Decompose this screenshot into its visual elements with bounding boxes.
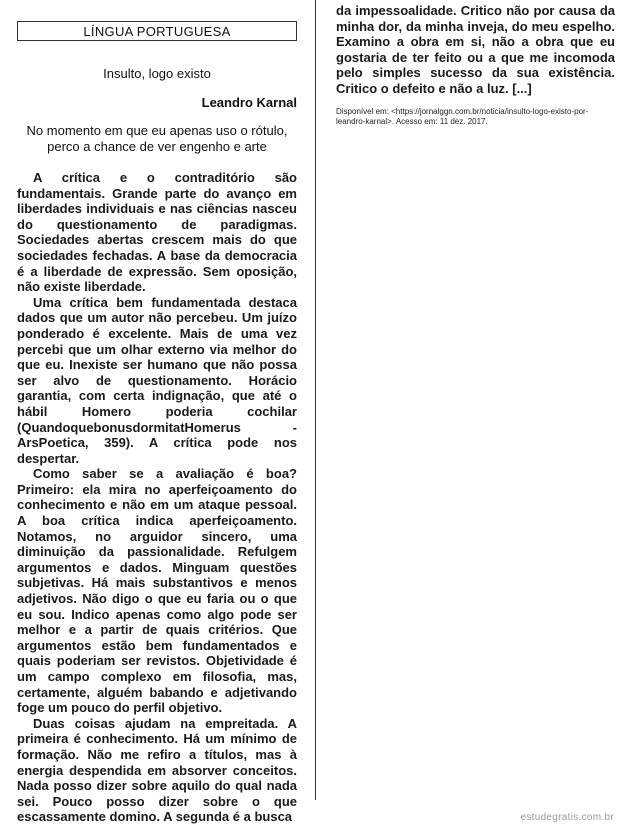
article-body [17, 170, 297, 825]
article-author: Leandro Karnal [201, 95, 297, 110]
paragraph-1: A crítica e o contraditório são fundamentais. Grande parte do avanço em liberdades individuais e nas ciências nasceu do questionamento de paradigmas. Sociedades abertas crescem mais do que sociedades fechadas. A base da democracia é a liberdade de expressão. Sem oposição, não existe liberdade. [17, 170, 297, 295]
paragraph-continuation: da impessoalidade. Critico não por causa da minha dor, da minha inveja, do meu espelho. Examino a obra em si, não a obra que eu gostaria de ter feito ou a que me incomoda pelo simples sucesso da sua existência. Critico o defeito e não a luz. [...] [336, 3, 615, 96]
article-title: Insulto, logo existo [103, 66, 211, 81]
paragraph-2: Uma crítica bem fundamentada destaca dados que um autor não percebeu. Um juízo ponderado é excelente. Mais de uma vez percebi que um olhar externo via melhor do que eu. Inexiste ser humano que não possa ser alvo de questionamento. Horácio garantia, com certa indignação, que até o hábil Homero poderia cochilar (QuandoquebonusdormitatHomerus - ArsPoetica, 359). A crítica pode nos despertar. [17, 294, 297, 466]
site-watermark: estudegratis.com.br [520, 812, 614, 823]
left-column [17, 0, 297, 825]
article-body-continued [336, 3, 615, 97]
article-subtitle: No momento em que eu apenas uso o rótulo, perco a chance de ver engenho e arte [26, 123, 288, 154]
column-divider [315, 0, 316, 800]
subject-header: LÍNGUA PORTUGUESA [17, 21, 297, 41]
paragraph-4: Duas coisas ajudam na empreitada. A primeira é conhecimento. Há um mínimo de formação. Não me refiro a títulos, mas à energia despendida em absorver conceitos. Nada posso dizer sobre aquilo do qual nada sei. Pouco posso dizer sobre o que escassamente domino. A segunda é a busca [17, 715, 297, 825]
paragraph-3: Como saber se a avaliação é boa? Primeiro: ela mira no aperfeiçoamento do conhecimento e não em um ataque pessoal. A boa crítica indica aperfeiçoamento. Notamos, no arguidor sincero, uma diminuição da passionalidade. Refulgem argumentos e dados. Minguam questões subjetivas. Há mais substantivos e menos adjetivos. Não digo o que eu faria ou o que eu sou. Indico apenas como algo pode ser melhor e a partir de quais critérios. Que argumentos estão bem fundamentados e quais poderiam ser revistos. Objetividade é um campo complexo em filosofia, mas, certamente, alguém babando e adjetivando foge um pouco do perfil objetivo. [17, 466, 297, 716]
source-citation: Disponível em: <https://jornalggn.com.br/noticia/insulto-logo-existo-por-leandro-karnal>. Acesso em: 11 dez. 2017. [336, 106, 589, 126]
right-column [336, 0, 615, 127]
